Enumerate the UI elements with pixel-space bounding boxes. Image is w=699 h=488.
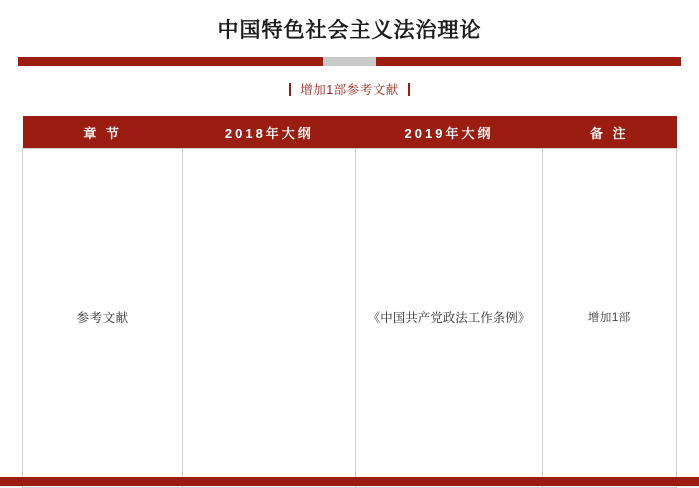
cell-note: 增加1部 [542, 149, 676, 488]
subtitle-bar-left [289, 83, 291, 96]
divider-segment-right [376, 57, 681, 66]
subtitle-text: 增加1部参考文献 [300, 83, 399, 98]
cell-outline-2019: 《中国共产党政法工作条例》 [356, 149, 542, 488]
table-header-outline-2019: 2019年大纲 [356, 116, 542, 149]
divider-segment-left [18, 57, 323, 66]
table-body [23, 149, 677, 488]
bottom-accent-bar [0, 477, 699, 486]
table-row [23, 149, 677, 488]
cell-outline-2018 [183, 149, 356, 488]
table-header-note: 备 注 [542, 116, 676, 149]
comparison-table-wrapper [22, 116, 677, 488]
table-header-outline-2018: 2018年大纲 [183, 116, 356, 149]
subtitle-row [0, 80, 699, 98]
page-title: 中国特色社会主义法治理论 [217, 19, 482, 42]
title-divider [18, 57, 681, 66]
comparison-table [22, 116, 677, 488]
divider-segment-middle [323, 57, 376, 66]
table-header [23, 116, 677, 149]
subtitle-bar-right [408, 83, 410, 96]
cell-chapter: 参考文献 [23, 149, 183, 488]
table-header-row [23, 116, 677, 149]
table-header-chapter: 章 节 [23, 116, 183, 149]
